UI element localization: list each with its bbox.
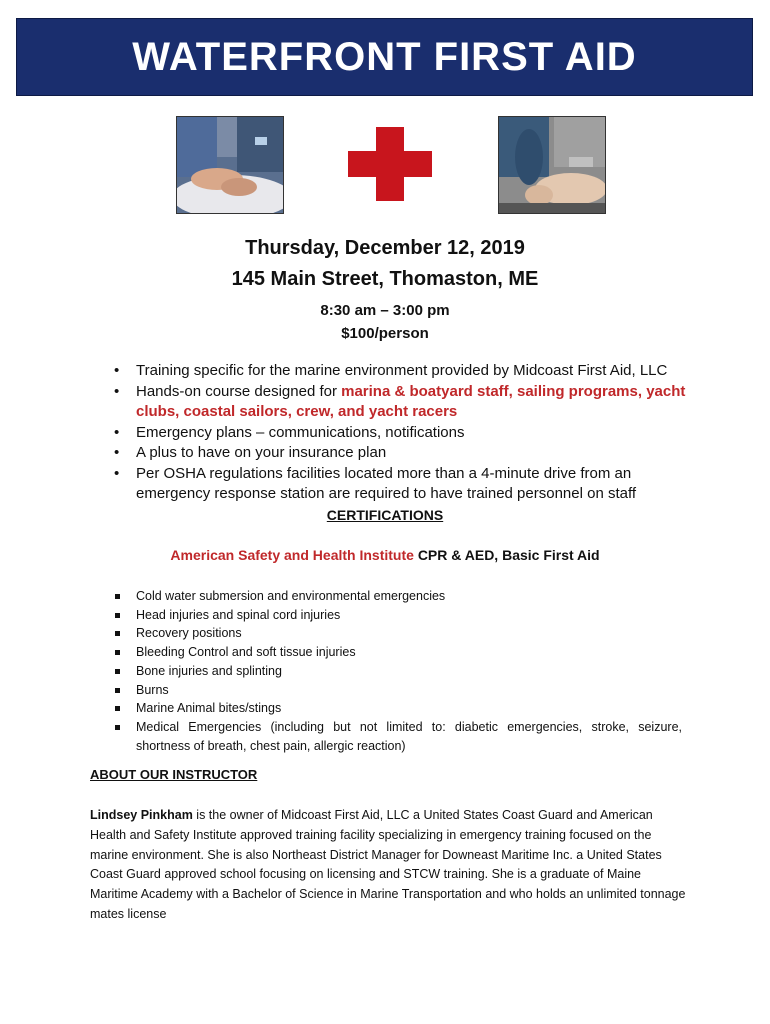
list-item [110,443,690,464]
list-item-text: Hands-on course designed for [136,382,342,400]
certification-courses: CPR & AED, Basic First Aid [417,547,600,563]
bullet-icon: • [114,464,120,482]
event-date: Thursday, December 12, 2019 [245,237,525,259]
bullet-icon: • [114,444,120,461]
event-time: 8:30 am – 3:00 pm [320,302,450,319]
list-item [110,718,682,755]
topic-text: Bleeding Control and soft tissue injuries [136,645,356,660]
certifications-heading: CERTIFICATIONS [326,507,444,523]
topic-text: Burns [136,682,169,697]
list-item [110,681,682,700]
list-item [110,587,682,606]
list-item [110,382,690,423]
list-item [110,624,682,643]
square-bullet-icon [115,669,120,674]
cpr-training-photo [176,116,284,214]
topics-list [110,587,682,755]
square-bullet-icon [115,613,120,618]
red-cross-icon [348,127,432,201]
certifying-organization: American Safety and Health Institute [170,547,414,563]
list-item-text: Training specific for the marine environment provided by Midcoast First Aid, LLC [136,362,668,379]
instructor-bio-text: is the owner of Midcoast First Aid, LLC a United States Coast Guard and American Health and Safety Institute approved training facility specializing in emergency training focused on the marine environment. She is also Northeast District Manager for Downeast Maritime Inc. a United States Coast Guard approved school focusing on licensing and STCW training. She is a graduate of Maine Maritime Academy with a Bachelor of Science in Marine Transportation and who holds an unlimited tonnage mates license [90,808,686,921]
event-price: $100/person [341,325,429,342]
bullet-icon: • [114,382,120,400]
list-item [110,606,682,625]
topic-text: Recovery positions [136,626,242,641]
topic-text: Medical Emergencies (including but not limited to: diabetic emergencies, stroke, seizure, shortness of breath, chest pain, allergic reaction) [136,719,682,753]
target-audience-highlight: marina & boatyard staff, sailing programs, yacht clubs, coastal sailors, crew, and yacht racers [136,382,686,420]
list-item [110,662,682,681]
topic-text: Marine Animal bites/stings [136,701,282,716]
manikin-training-photo [498,116,606,214]
list-item [110,643,682,662]
list-item [110,361,690,382]
certification-line [0,547,770,563]
title-banner [16,18,753,96]
manikin-training-photo-illustration [499,117,606,214]
square-bullet-icon [115,594,120,599]
event-address: 145 Main Street, Thomaston, ME [231,268,539,290]
square-bullet-icon [115,650,120,655]
list-item [110,464,690,505]
instructor-heading: ABOUT OUR INSTRUCTOR [90,767,258,782]
list-item-text: Emergency plans – communications, notifications [136,423,465,441]
cpr-training-photo-illustration [177,117,284,214]
topic-text: Head injuries and spinal cord injuries [136,607,341,622]
instructor-bio [90,806,690,925]
list-item-text: Per OSHA regulations facilities located more than a 4-minute drive from an emergency response station are required to have trained personnel on staff [136,464,637,502]
list-item [110,423,690,444]
square-bullet-icon [115,706,120,711]
list-item [110,699,682,718]
square-bullet-icon [115,725,120,730]
square-bullet-icon [115,631,120,636]
bullet-icon: • [114,362,120,379]
square-bullet-icon [115,688,120,693]
bullet-icon: • [114,423,120,441]
course-highlights-list [110,361,690,505]
instructor-name: Lindsey Pinkham [90,808,193,822]
page-title: WATERFRONT FIRST AID [132,34,637,79]
topic-text: Cold water submersion and environmental emergencies [136,589,446,603]
list-item-text: A plus to have on your insurance plan [136,444,387,461]
topic-text: Bone injuries and splinting [136,663,282,678]
